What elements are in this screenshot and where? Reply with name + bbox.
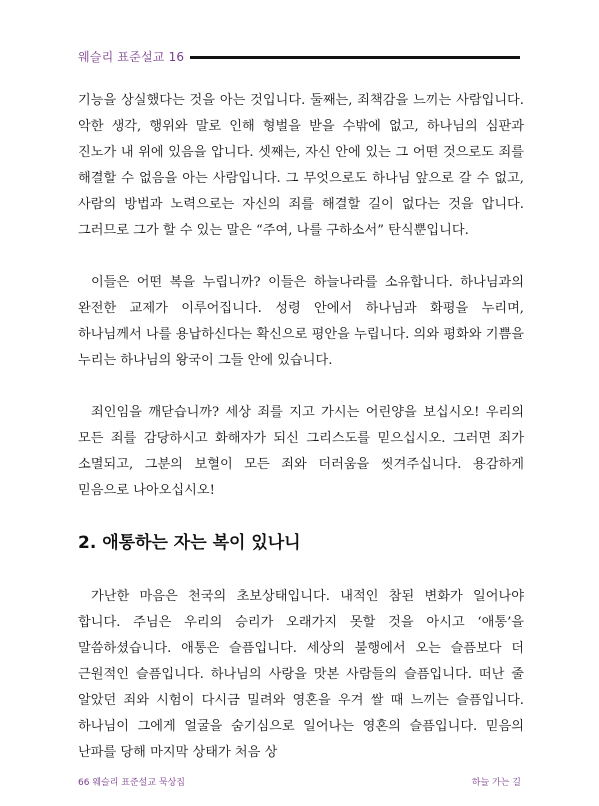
running-header-title: 웨슬리 표준설교 16 <box>78 50 185 64</box>
heading-spacer <box>78 504 524 530</box>
footer-page-label: 66 웨슬리 표준설교 묵상집 <box>78 778 185 788</box>
paragraph-2: 이들은 어떤 복을 누립니까? 이들은 하늘나라를 소유합니다. 하나님과의 완전한 교제가 이루어집니다. 성령 안에서 하나님과 화평을 누리며, 하나님께서 나를 용납하신다는 확신으로 평안을 누립니다. 의와 평화와 기쁨을 누리는 하나님의 왕국이 그들 안에 있습니다. <box>78 275 524 368</box>
footer-book-title: 하늘 가는 길 <box>471 778 521 788</box>
header-rule <box>190 56 520 59</box>
paragraph-spacer <box>78 374 524 400</box>
paragraph-1: 기능을 상실했다는 것을 아는 것입니다. 둘째는, 죄책감을 느끼는 사람입니다. 악한 생각, 행위와 말로 인해 형벌을 받을 수밖에 없고, 하나님의 심판과 진노가 내 위에 있음을 압니다. 셋째는, 자신 안에 있는 그 어떤 것으로도 죄를 해결할 수 없음을 아는 사람입니다. 그 무엇으로도 하나님 앞으로 갈 수 없고, 사람의 방법과 노력으로는 자신의 죄를 해결할 길이 없다는 것을 압니다. 그러므로 그가 할 수 있는 말은 “주여, 나를 구하소서” 탄식뿐입니다. <box>78 93 524 238</box>
paragraph-4: 가난한 마음은 천국의 초보상태입니다. 내적인 참된 변화가 일어나야 합니다. 주님은 우리의 승리가 오래가지 못할 것을 아시고 ‘애통’을 말씀하셨습니다. 애통은 슬픔입니다. 세상의 불행에서 오는 슬픔보다 더 근원적인 슬픔입니다. 하나님의 사랑을 맛본 사람들의 슬픔입니다. 떠난 줄 알았던 죄와 시험이 다시금 밀려와 영혼을 우겨 쌀 때 느끼는 슬픔입니다. 하나님이 그에게 얼굴을 숨기심으로 일어나는 영혼의 슬픔입니다. 믿음의 난파를 당해 마지막 상태가 처음 상 <box>78 589 524 760</box>
page-body <box>78 88 524 766</box>
paragraph-3: 죄인임을 깨닫습니까? 세상 죄를 지고 가시는 어린양을 보십시오! 우리의 모든 죄를 감당하시고 화해자가 되신 그리스도를 믿으십시오. 그러면 죄가 소멸되고, 그분의 보혈이 모든 죄와 더러움을 씻겨주십니다. 용감하게 믿음으로 나아오십시오! <box>78 405 524 498</box>
paragraph-spacer <box>78 244 524 270</box>
section-heading: 2. 애통하는 자는 복이 있나니 <box>78 533 301 553</box>
heading-spacer <box>78 556 524 584</box>
